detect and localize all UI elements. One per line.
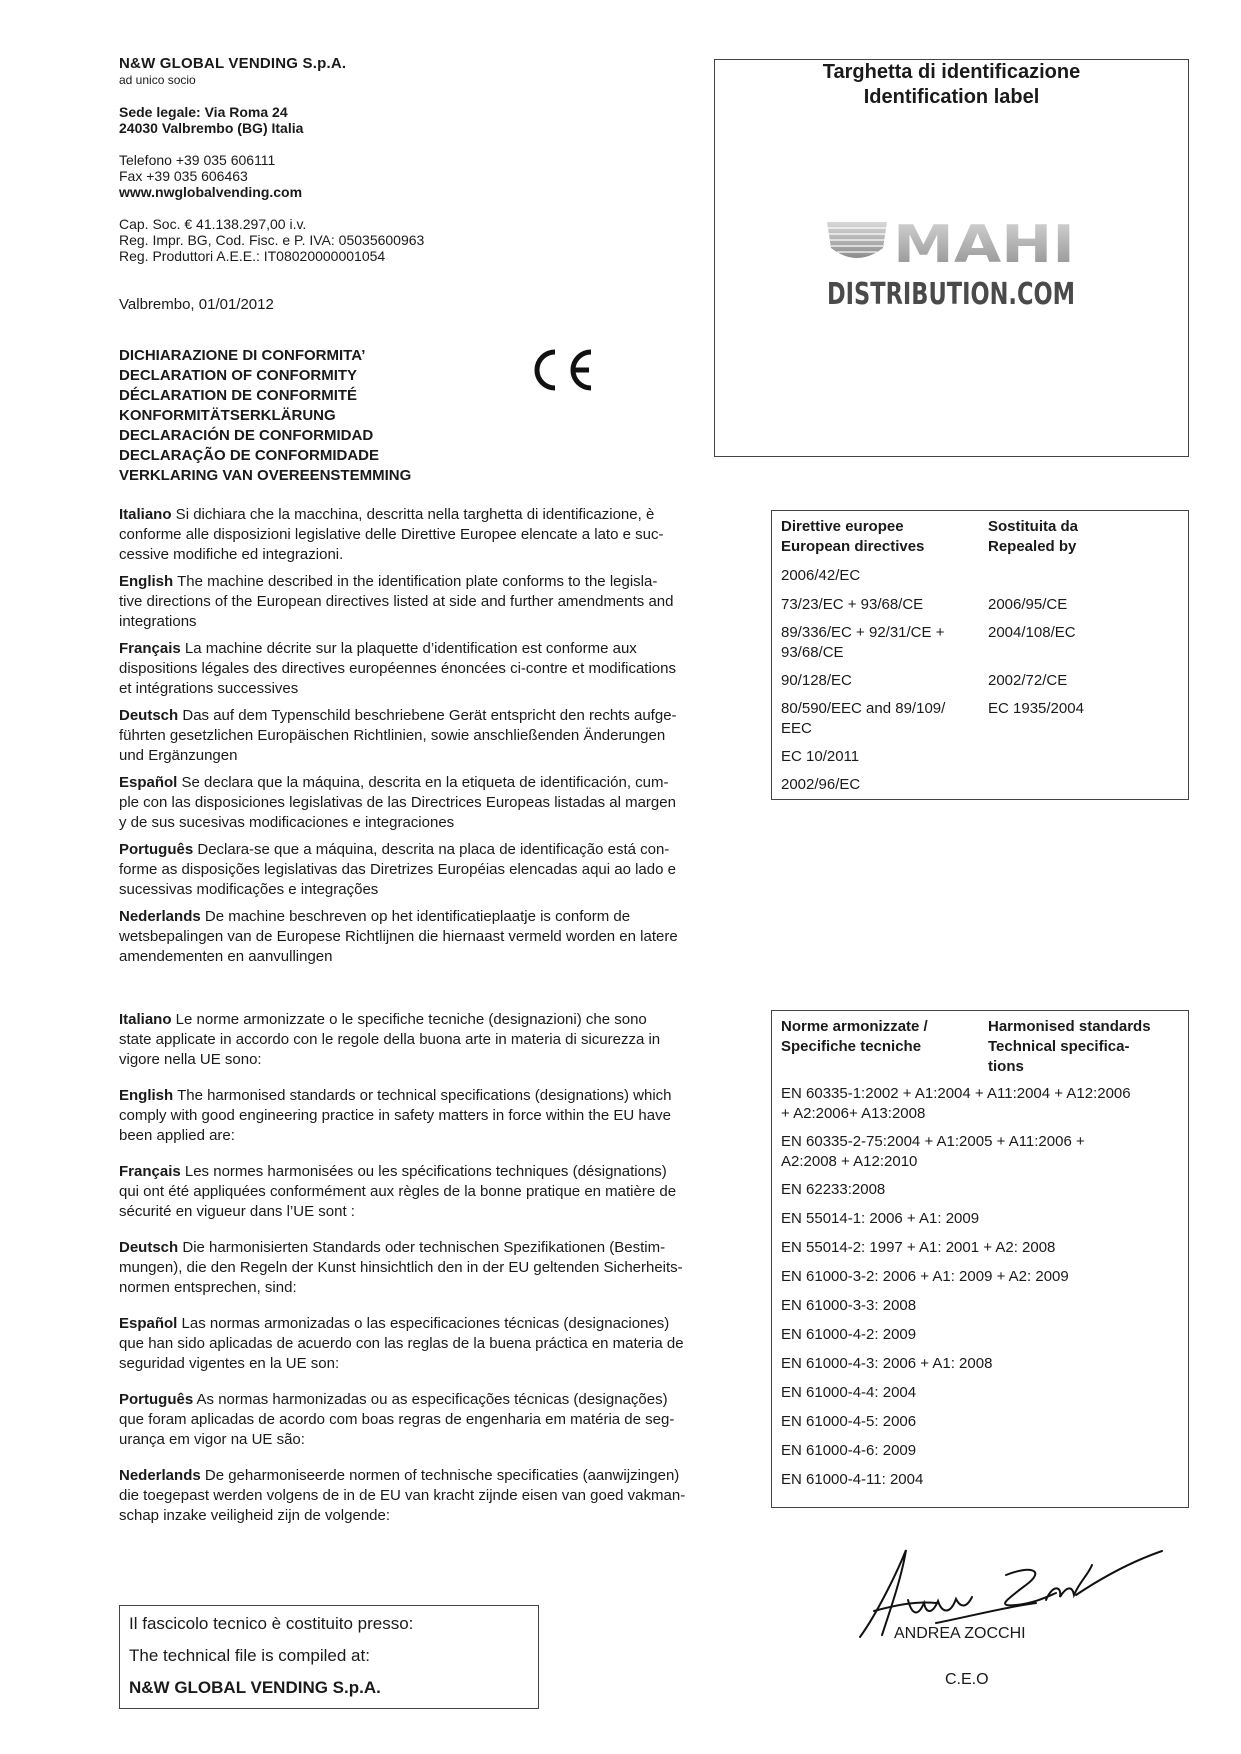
declaration-title: DECLARAÇÃO DE CONFORMIDADE [119,447,379,464]
standard-row: EN 61000-3-3: 2008 [781,1297,917,1314]
standards-header-it: Norme armonizzate / Specifiche tecniche [781,1018,928,1055]
signatory-role: C.E.O [945,1671,989,1688]
directive-cell: EC 10/2011 [781,748,860,765]
standard-row: EN 61000-4-2: 2009 [781,1326,917,1343]
directive-cell: 80/590/EEC and 89/109/ EEC [781,700,946,737]
directive-cell: 73/23/EC + 93/68/CE [781,596,924,613]
standard-row: EN 55014-2: 1997 + A1: 2001 + A2: 2008 [781,1239,1056,1256]
directives-header: Direttive europee European directives [781,518,925,555]
signatory-name: ANDREA ZOCCHI [894,1625,1026,1642]
conformity-paragraph: Deutsch Das auf dem Typenschild beschriebene Gerät entspricht den rechts aufge- führten gesetzlichen Europäischen Richtlinien, sowie anschließenden Änderungen und Ergänzungen [119,707,677,764]
standards-paragraph: Français Les normes harmonisées ou les spécifications techniques (désignations) qui ont été appliquées conformément aux règles de la bonne pratique en matière de sécurité en vigueur dans l’UE sont : [119,1163,677,1220]
fax: Fax +39 035 606463 [119,168,248,184]
standard-row: EN 61000-4-4: 2004 [781,1384,917,1401]
conformity-paragraph: Nederlands De machine beschreven op het identificatieplaatje is conform de wetsbepalingen van de Europese Richtlijnen die hiernaast vermeld worden en latere amendementen en aanvullingen [119,908,678,965]
conformity-paragraph: Italiano Si dichiara che la macchina, descritta nella targhetta di identificazione, è conforme alle disposizioni legislative delle Direttive Europee elencate a lato e suc- cessive modifiche ed integrazioni. [119,506,664,563]
logo-text-bottom: DISTRIBUTION.COM [827,277,1075,312]
standards-paragraph: Português As normas harmonizadas ou as especificações técnicas (designações) que foram aplicadas de acordo com boas regras de engenharia em matéria de seg- urança em vigor na UE são: [119,1391,675,1448]
repealed-header: Sostituita da Repealed by [988,518,1079,555]
declaration-title: DECLARATION OF CONFORMITY [119,367,358,384]
directives-table [771,510,1189,800]
standards-paragraph: Deutsch Die harmonisierten Standards oder technischen Spezifikationen (Bestim- mungen), die den Regeln der Kunst hinsichtlich den in der EU geltenden Sicherheits- normen entsprechen, sind: [119,1239,683,1296]
standards-table [771,1010,1189,1508]
directive-cell: 2002/96/EC [781,776,861,793]
company-name: N&W GLOBAL VENDING S.p.A. [119,55,347,72]
standard-row: EN 61000-4-5: 2006 [781,1413,917,1430]
standards-paragraph: English The harmonised standards or technical specifications (designations) which comply with good engineering practice in safety matters in force within the EU have been applied are: [119,1087,672,1144]
declaration-title: DICHIARAZIONE DI CONFORMITA’ [119,347,366,364]
repealed-cell: EC 1935/2004 [988,700,1084,717]
standards-paragraph: Italiano Le norme armonizzate o le specifiche tecniche (designazioni) che sono state applicate in accordo con le regole della buona arte in materia di sicurezza in vigore nella UE sono: [119,1011,661,1068]
standard-row: EN 62233:2008 [781,1181,886,1198]
label-title-it: Targhetta di identificazione [822,61,1081,83]
label-title-en: Identification label [863,86,1040,108]
declaration-titles [119,346,411,486]
logo-text-top: MAHI [893,215,1075,275]
standards-paragraph: Nederlands De geharmoniseerde normen of technische specificaties (aanwijzingen) die toegepast werden volgens de in de EU van kracht zijnde eisen van goed vakman- schap inzake veiligheid zijn de volgende: [119,1467,686,1524]
declaration-title: DÉCLARATION DE CONFORMITÉ [119,387,358,404]
technical-file-box [119,1605,539,1709]
website: www.nwglobalvending.com [119,184,303,200]
company-header [119,56,539,264]
phone: Telefono +39 035 606111 [119,152,276,168]
repealed-cell: 2002/72/CE [988,672,1068,689]
standard-row: EN 61000-4-3: 2006 + A1: 2008 [781,1355,993,1372]
standard-row: EN 61000-3-2: 2006 + A1: 2009 + A2: 2009 [781,1268,1069,1285]
tech-file-line-en: The technical file is compiled at: [129,1646,370,1665]
registration-2: Reg. Produttori A.E.E.: IT08020000001054 [119,248,386,264]
tech-file-company: N&W GLOBAL VENDING S.p.A. [129,1678,381,1697]
document-date: Valbrembo, 01/01/2012 [119,296,274,313]
address-line-2: 24030 Valbrembo (BG) Italia [119,120,304,136]
directive-cell: 2006/42/EC [781,567,861,584]
repealed-cell: 2006/95/CE [988,596,1068,613]
registration-1: Reg. Impr. BG, Cod. Fisc. e P. IVA: 05035600963 [119,232,425,248]
repealed-cell: 2004/108/EC [988,624,1076,641]
standard-row: EN 61000-4-6: 2009 [781,1442,917,1459]
mahi-distribution-logo [825,215,1080,312]
company-subtitle: ad unico socio [119,73,196,87]
standard-row: EN 60335-2-75:2004 + A1:2005 + A11:2006 + A2:2008 + A12:2010 [781,1133,1085,1170]
standard-row: EN 60335-1:2002 + A1:2004 + A11:2004 + A12:2006 + A2:2006+ A13:2008 [781,1085,1131,1122]
conformity-paragraph: Français La machine décrite sur la plaquette d’identification est conforme aux dispositions légales des directives européennes énoncées ci-contre et modifications et intégrations successives [119,640,676,697]
declaration-title: DECLARACIÓN DE CONFORMIDAD [119,427,374,444]
conformity-paragraph: Português Declara-se que a máquina, descrita na placa de identificação está con- forme as disposições legislativas das Diretrizes Européias elencadas aqui ao lado e sucessivas modificações e integrações [119,841,676,898]
conformity-paragraph: Español Se declara que la máquina, descrita en la etiqueta de identificación, cum- ple con las disposiciones legislativas de las Directrices Europeas listadas al margen y de sus sucesivas modificaciones e integraciones [119,774,676,831]
tech-file-line-it: Il fascicolo tecnico è costituito presso: [129,1614,414,1633]
directive-cell: 90/128/EC [781,672,852,689]
capital: Cap. Soc. € 41.138.297,00 i.v. [119,216,307,232]
standards-header-en: Harmonised standards Technical specifica- tions [988,1018,1151,1075]
declaration-title: VERKLARING VAN OVEREENSTEMMING [119,467,412,484]
standards-paragraph: Español Las normas armonizadas o las especificaciones técnicas (designaciones) que han sido aplicadas de acuerdo con las reglas de la buena práctica en materia de seguridad vigentes en la UE son: [119,1315,684,1372]
standard-row: EN 61000-4-11: 2004 [781,1471,924,1488]
declaration-title: KONFORMITÄTSERKLÄRUNG [119,407,336,424]
standard-row: EN 55014-1: 2006 + A1: 2009 [781,1210,980,1227]
directive-cell: 89/336/EC + 92/31/CE + 93/68/CE [781,624,945,661]
conformity-paragraph: English The machine described in the identification plate conforms to the legisla- tive directions of the European directives listed at side and further amendments and integrations [119,573,674,630]
ce-mark-icon [527,346,595,394]
address-line-1: Sede legale: Via Roma 24 [119,104,288,120]
